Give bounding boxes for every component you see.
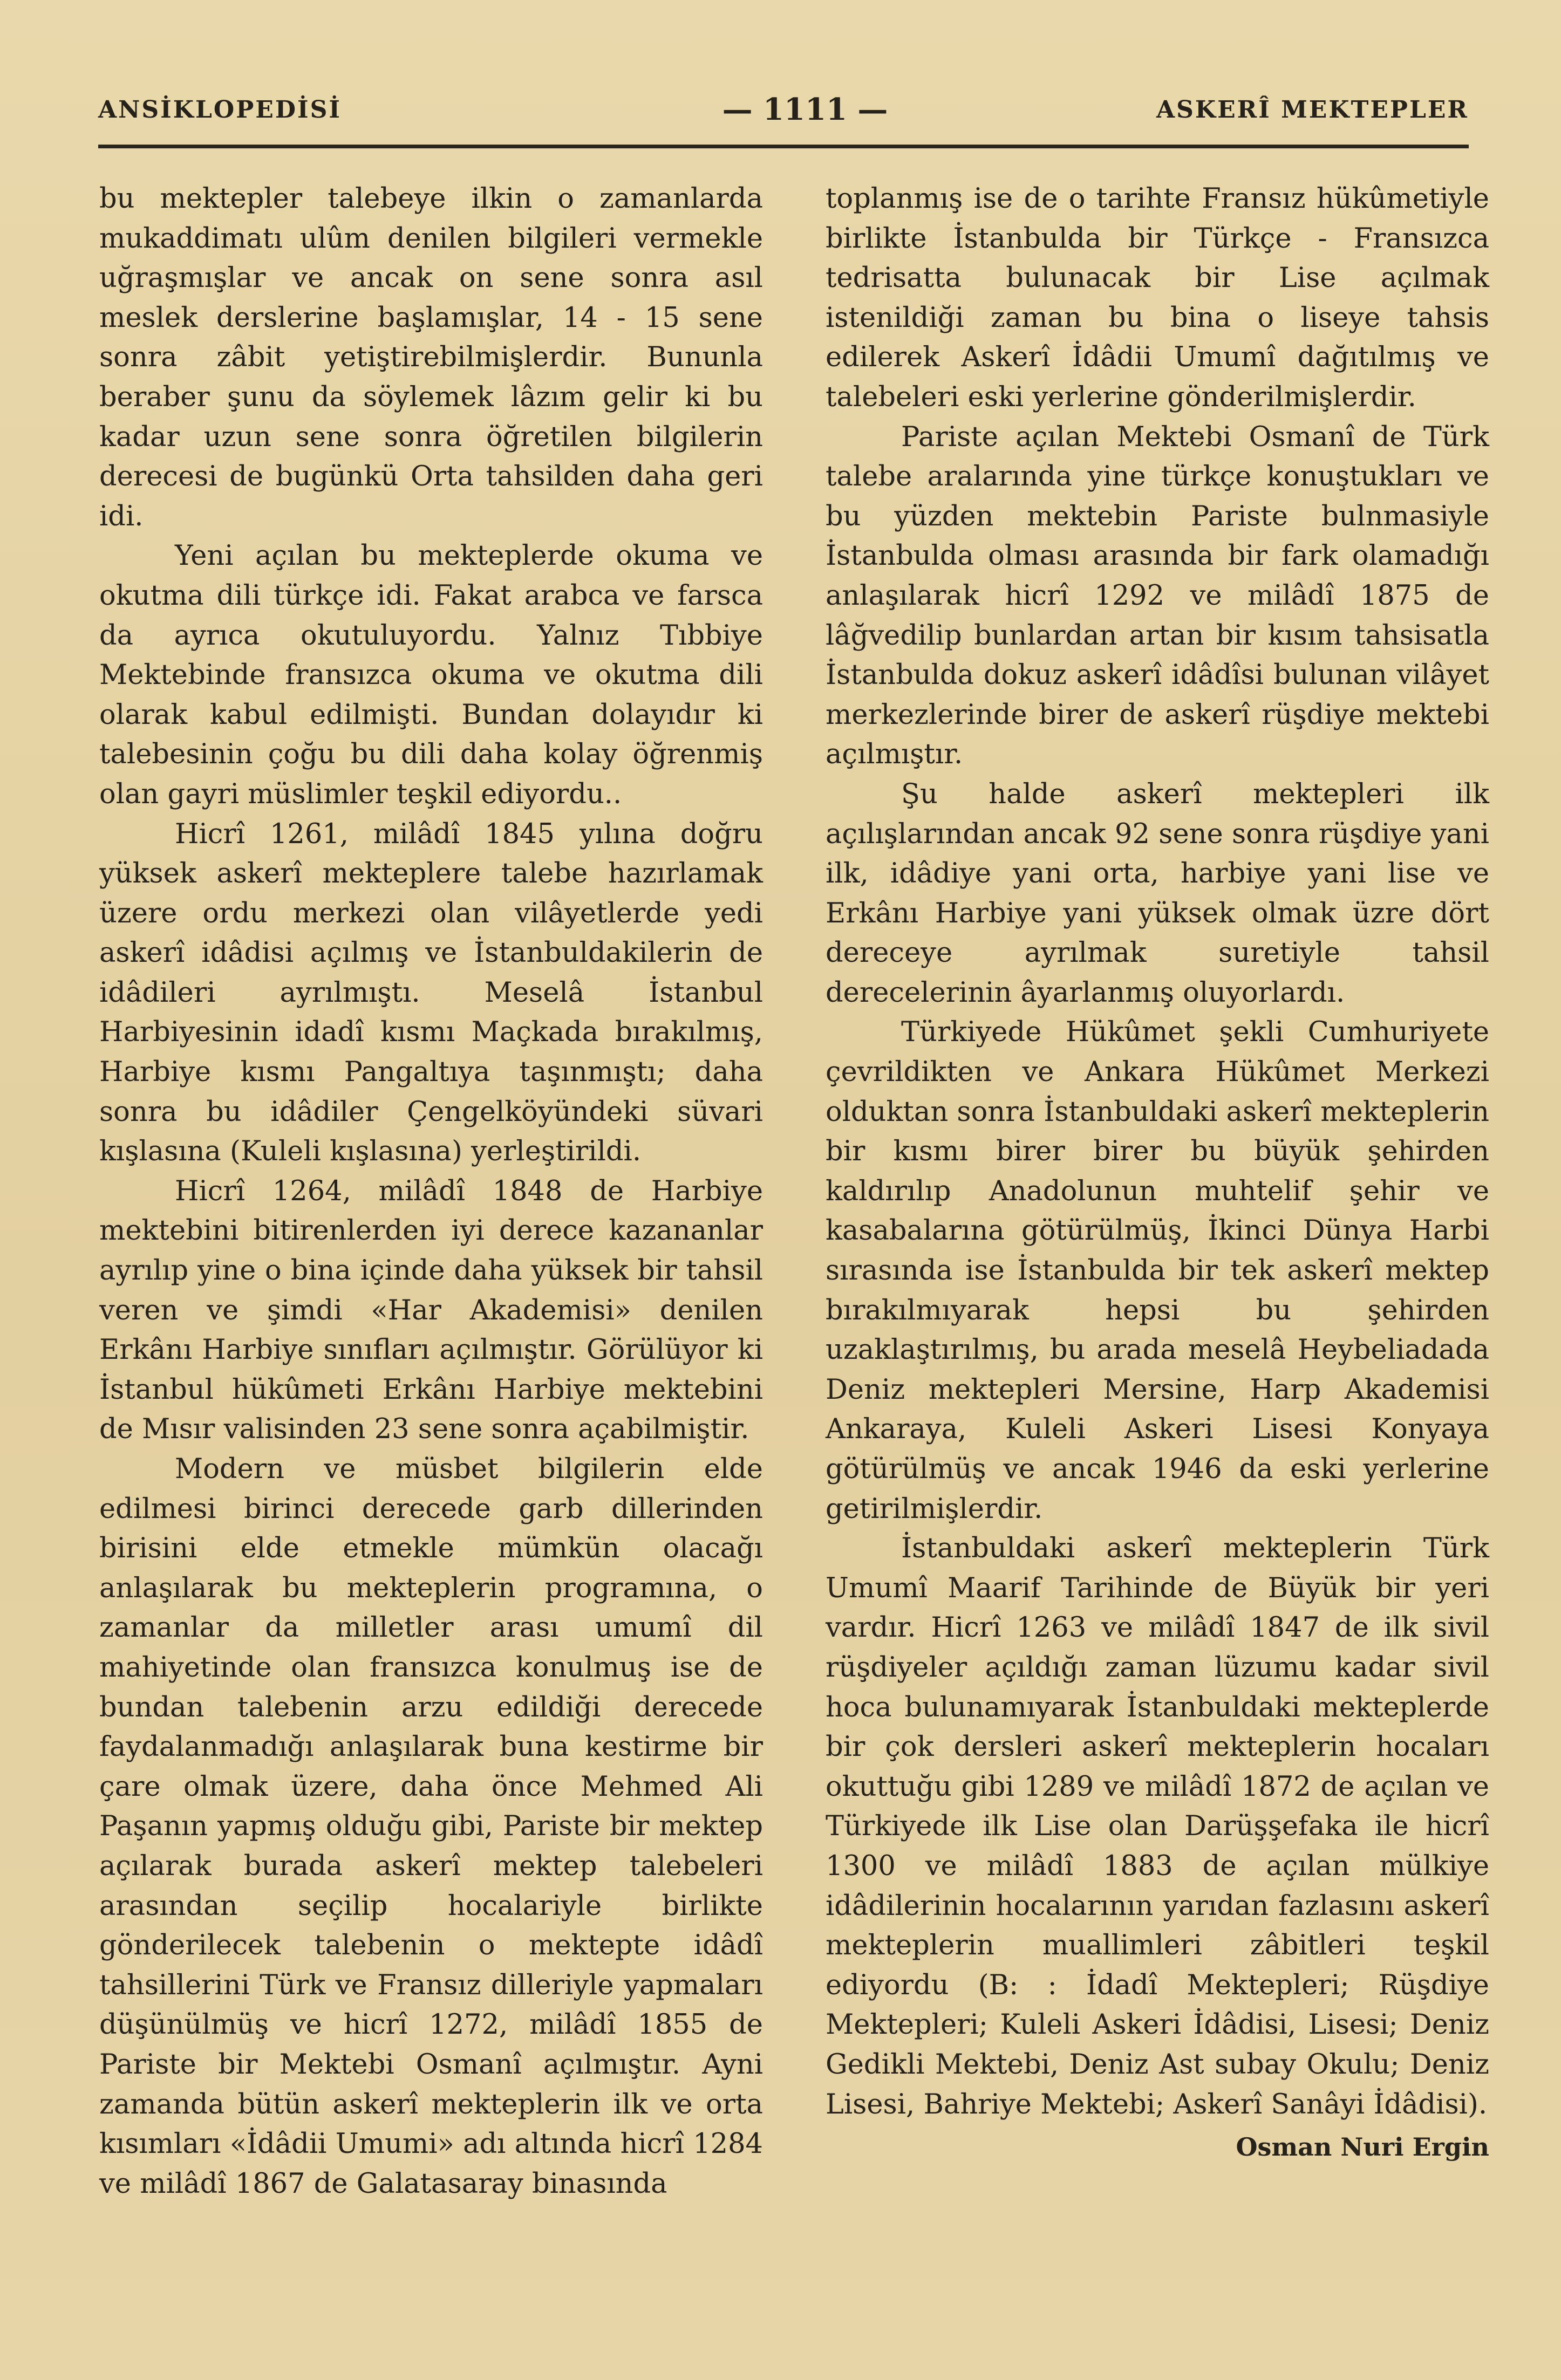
right-paragraph-3: Şu halde askerî mektepleri ilk açılışlarından ancak 92 sene sonra rüşdiye yani ilk, idâdiye yani orta, harbiye yani lise ve Erkânı Harbiye yani yüksek olmak üzre dört dereceye ayrılmak suretiyle tahsil derecelerinin âyarlanmış oluyorlardı. bbox=[826, 778, 1489, 1009]
right-column bbox=[826, 179, 1489, 2167]
header-rule bbox=[98, 145, 1469, 148]
header-page-number: — 1111 — bbox=[722, 92, 888, 127]
right-paragraph-1: toplanmış ise de o tarihte Fransız hükûmetiyle birlikte İstanbulda bir Türkçe - Fransızca tedrisatta bulunacak bir Lise açılmak istenildiği zaman bu bina o liseye tahsis edilerek Askerî İdâdii Umumî dağıtılmış ve talebeleri eski yerlerine gönderilmişlerdir. bbox=[826, 183, 1489, 413]
right-paragraph-5: İstanbuldaki askerî mekteplerin Türk Umumî Maarif Tarihinde de Büyük bir yeri vardır. Hicrî 1263 ve milâdî 1847 de ilk sivil rüşdiyeler açıldığı zaman lüzumu kadar sivil hoca bulunamıyarak İstanbuldaki mekteplerde bir çok dersleri askerî mekteplerin hocaları okuttuğu gibi 1289 ve milâdî 1872 de açılan ve Türkiyede ilk Lise olan Darüşşefaka ile hicrî 1300 ve milâdî 1883 de açılan mülkiye idâdilerinin hocalarının yarıdan fazlasını askerî mekteplerin muallimleri zâbitleri teşkil ediyordu (B: : İdadî Mektepleri; Rüşdiye Mektepleri; Kuleli Askeri İdâdisi, Lisesi; Deniz Gedikli Mektebi, Deniz Ast subay Okulu; Deniz Lisesi, Bahriye Mektebi; Askerî Sanâyi İdâdisi). bbox=[826, 1533, 1489, 2121]
header-publication-title: ANSİKLOPEDİSİ bbox=[98, 96, 342, 124]
header-article-title: ASKERÎ MEKTEPLER bbox=[1156, 96, 1469, 124]
left-column bbox=[99, 179, 763, 2204]
page-header bbox=[98, 92, 1469, 139]
right-paragraph-4: Türkiyede Hükûmet şekli Cumhuriyete çevrildikten ve Ankara Hükûmet Merkezi olduktan sonra İstanbuldaki askerî mekteplerin bir kısmı birer birer bu büyük şehirden kaldırılıp Anadolunun muhtelif şehir ve kasabalarına götürülmüş, İkinci Dünya Harbi sırasında ise İstanbulda bir tek askerî mektep bırakılmıyarak hepsi bu şehirden uzaklaştırılmış, bu arada meselâ Heybeliadada Deniz mektepleri Mersine, Harp Akademisi Ankaraya, Kuleli Askeri Lisesi Konyaya götürülmüş ve ancak 1946 da eski yerlerine getirilmişlerdir. bbox=[826, 1016, 1489, 1525]
right-paragraph-2: Pariste açılan Mektebi Osmanî de Türk talebe aralarında yine türkçe konuştukları ve bu yüzden mektebin Pariste bulnmasiyle İstanbulda olması arasında bir fark olamadığı anlaşılarak hicrî 1292 ve milâdî 1875 de lâğvedilip bunlardan artan bir kısım tahsisatla İstanbulda dokuz askerî idâdîsi bulunan vilâyet merkezlerinde birer de askerî rüşdiye mektebi açılmıştır. bbox=[826, 421, 1489, 771]
left-paragraph-4: Hicrî 1264, milâdî 1848 de Harbiye mektebini bitirenlerden iyi derece kazananlar ayrılıp yine o bina içinde daha yüksek bir tahsil veren ve şimdi «Har Akademisi» denilen Erkânı Harbiye sınıfları açılmıştır. Görülüyor ki İstanbul hükûmeti Erkânı Harbiye mektebini de Mısır valisinden 23 sene sonra açabilmiştir. bbox=[99, 1175, 763, 1446]
left-paragraph-5: Modern ve müsbet bilgilerin elde edilmesi birinci derecede garb dillerinden birisini elde etmekle mümkün olacağı anlaşılarak bu mekteplerin programına, o zamanlar da milletler arası umumî dil mahiyetinde olan fransızca konulmuş ise de bundan talebenin arzu edildiği derecede faydalanmadığı anlaşılarak buna kestirme bir çare olmak üzere, daha önce Mehmed Ali Paşanın yapmış olduğu gibi, Pariste bir mektep açılarak burada askerî mektep talebeleri arasından seçilip hocalariyle birlikte gönderilecek talebenin o mektepte idâdî tahsillerini Türk ve Fransız dilleriyle yapmaları düşünülmüş ve hicrî 1272, milâdî 1855 de Pariste bir Mektebi Osmanî açılmıştır. Ayni zamanda bütün askerî mekteplerin ilk ve orta kısımları «İdâdii Umumi» adı altında hicrî 1284 ve milâdî 1867 de Galatasaray binasında bbox=[99, 1453, 763, 2200]
left-paragraph-2: Yeni açılan bu mekteplerde okuma ve okutma dili türkçe idi. Fakat arabca ve farsca da ayrıca okutuluyordu. Yalnız Tıbbiye Mektebinde fransızca okuma ve okutma dili olarak kabul edilmişti. Bundan dolayıdır ki talebesinin çoğu bu dili daha kolay öğrenmiş olan gayri müslimler teşkil ediyordu.. bbox=[99, 540, 763, 810]
author-signature: Osman Nuri Ergin bbox=[1236, 2132, 1489, 2162]
left-paragraph-3: Hicrî 1261, milâdî 1845 yılına doğru yüksek askerî mekteplere talebe hazırlamak üzere ordu merkezi olan vilâyetlerde yedi askerî idâdisi açılmış ve İstanbuldakilerin de idâdileri ayrılmıştı. Meselâ İstanbul Harbiyesinin idadî kısmı Maçkada bırakılmış, Harbiye kısmı Pangaltıya taşınmıştı; daha sonra bu idâdiler Çengelköyündeki süvari kışlasına (Kuleli kışlasına) yerleştirildi. bbox=[99, 818, 763, 1168]
left-paragraph-1: bu mektepler talebeye ilkin o zamanlarda mukaddimatı ulûm denilen bilgileri vermekle uğraşmışlar ve ancak on sene sonra asıl meslek derslerine başlamışlar, 14 - 15 sene sonra zâbit yetiştirebilmişlerdir. Bununla beraber şunu da söylemek lâzım gelir ki bu kadar uzun sene sonra öğretilen bilgilerin derecesi de bugünkü Orta tahsilden daha geri idi. bbox=[99, 183, 763, 532]
